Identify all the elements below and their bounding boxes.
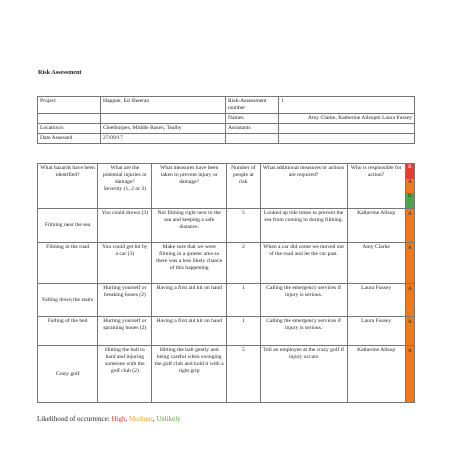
- legend-separator: ,: [125, 415, 129, 423]
- page-title: Risk Assessment: [38, 69, 82, 76]
- header-hazards: What hazards have been identified?: [38, 164, 98, 209]
- header-people: Number of people at risk: [226, 164, 260, 209]
- row-rating-label: A: [406, 317, 414, 345]
- risk-table: [37, 163, 415, 403]
- row-rating-label: A: [406, 209, 414, 242]
- row-measures: Having a first aid kit on hand: [152, 317, 227, 346]
- row-additional: When a car did come we moved out of the road and let the car past.: [260, 243, 347, 284]
- legend-prefix: Likelihood of occurrence:: [37, 415, 110, 423]
- row-rating: [405, 243, 414, 284]
- rag-green: G: [406, 193, 414, 208]
- empty-cell: [38, 114, 101, 124]
- row-responsible: Amy Clarke: [347, 243, 405, 284]
- legend-medium: Medium: [128, 415, 153, 423]
- row-hazard: Filming in the road: [38, 243, 98, 284]
- row-measures: Having a first aid kit on hand: [152, 284, 227, 317]
- row-rating: [405, 209, 414, 243]
- row-rating-label: A: [406, 243, 414, 283]
- header-severity-text: Severity (1, 2 or 3): [103, 186, 147, 192]
- row-people: 5: [226, 346, 260, 403]
- assistants-label: Assistants: [226, 124, 279, 134]
- row-injury: You could get hit by a car (3): [98, 243, 152, 284]
- header-injuries: [98, 164, 152, 209]
- location-label: Location/s: [38, 124, 101, 134]
- ra-number-label: Risk-Assessment number: [226, 97, 279, 114]
- header-responsible: Who is responsible for action?: [347, 164, 405, 209]
- date-value: 27/09/17: [101, 134, 226, 144]
- row-measures: Not filming right next to the sea and keeping a safe distance.: [152, 209, 227, 243]
- empty-cell: [226, 134, 279, 144]
- row-people: 2: [226, 243, 260, 284]
- row-rating: [405, 346, 414, 403]
- names-label: Names: [226, 114, 279, 124]
- row-responsible: Katherine Allsop: [347, 346, 405, 403]
- table-row: [38, 317, 415, 346]
- row-hazard: Falling down the stairs: [38, 284, 98, 317]
- rag-key-cell: [405, 164, 414, 209]
- header-measures: What measures have been taken to prevent injury or damage?: [152, 164, 227, 209]
- rag-amber: A: [406, 179, 414, 194]
- row-rating-label: A: [406, 346, 414, 402]
- row-hazard: Filming near the sea: [38, 209, 98, 243]
- project-label: Project: [38, 97, 101, 114]
- row-additional: Tell an employee at the crazy golf if injury occurs: [260, 346, 347, 403]
- table-row: [38, 243, 415, 284]
- rag-red: R: [406, 164, 414, 179]
- row-injury: You could drown (3): [98, 209, 152, 243]
- row-additional: Calling the emergency services if injury is serious.: [260, 284, 347, 317]
- project-value: Happier, Ed Sheeran: [101, 97, 226, 114]
- row-responsible: Laura Fussey: [347, 284, 405, 317]
- table-row: [38, 346, 415, 403]
- row-responsible: Katherine Allsop: [347, 209, 405, 243]
- names-value: Amy Clarke, Katherine Allsopm Laura Fussey: [279, 114, 415, 124]
- row-measures: Make sure that we were filming in a quieter area so there was a less likely chance of this happening: [152, 243, 227, 284]
- row-measures: Hitting the ball gently and being careful when swinging the golf club and hold it with a tight grip: [152, 346, 227, 403]
- legend-unlikely: Unlikely: [156, 415, 181, 423]
- row-rating-label: A: [406, 284, 414, 316]
- date-label: Date Assessed: [38, 134, 101, 144]
- table-row: [38, 284, 415, 317]
- ra-number-value: 1: [279, 97, 415, 114]
- row-hazard: Falling of the bed: [38, 317, 98, 346]
- row-people: 1: [226, 317, 260, 346]
- row-injury: Hurting yourself or breaking bones (2): [98, 284, 152, 317]
- row-people: 5: [226, 209, 260, 243]
- likelihood-legend: [37, 415, 181, 423]
- empty-cell: [101, 114, 226, 124]
- project-info-table: [37, 96, 415, 144]
- header-injuries-text: What are the potential injuries or damage?: [102, 165, 147, 185]
- row-responsible: Laura Fussey: [347, 317, 405, 346]
- assistants-value: [279, 124, 415, 134]
- location-value: Cleethorpes, Middle Rasen, Tealby: [101, 124, 226, 134]
- empty-cell: [279, 134, 415, 144]
- row-rating: [405, 284, 414, 317]
- row-additional: Looked up tide times to prevent the sea from coming in during filming.: [260, 209, 347, 243]
- row-hazard: Crazy golf: [38, 346, 98, 403]
- legend-separator: ,: [152, 415, 157, 423]
- table-row: [38, 209, 415, 243]
- row-additional: Calling the emergency services if injury is serious.: [260, 317, 347, 346]
- row-injury: Hitting the ball to hard and injuring someone with the golf club (2): [98, 346, 152, 403]
- header-additional: What additional measures or actions are required?: [260, 164, 347, 209]
- legend-high: High: [111, 415, 126, 423]
- row-rating: [405, 317, 414, 346]
- row-people: 1: [226, 284, 260, 317]
- row-injury: Hurting yourself or spraining bones (2): [98, 317, 152, 346]
